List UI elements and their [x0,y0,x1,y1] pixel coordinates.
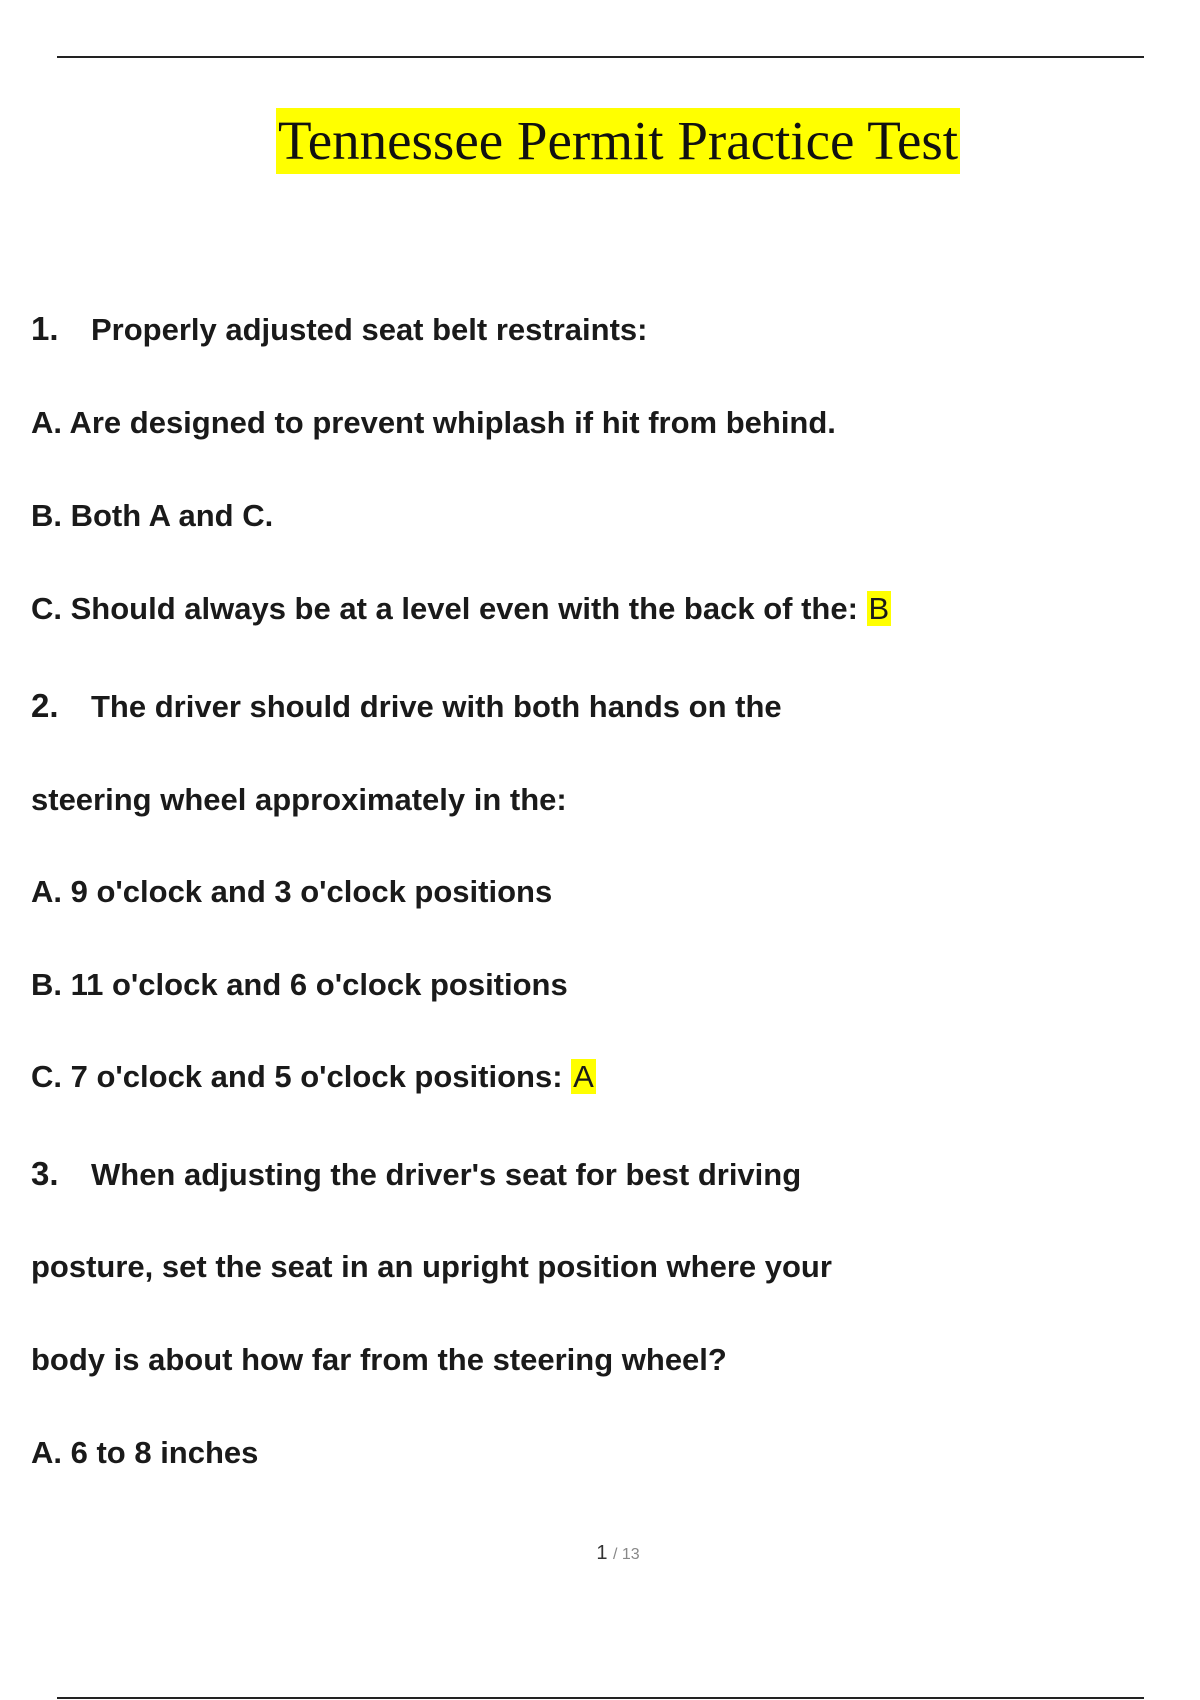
document-title: Tennessee Permit Practice Test [276,108,960,174]
question-text: body is about how far from the steering wheel? [31,1342,727,1377]
question-1-option-c [31,589,891,629]
question-2-option-c [31,1057,596,1097]
bottom-divider [57,1697,1144,1699]
question-1-option-b [31,496,273,536]
option-text: B. 11 o'clock and 6 o'clock positions [31,967,568,1002]
question-3-text-continued-2 [31,1340,727,1380]
question-2-heading [31,686,782,727]
option-text: C. 7 o'clock and 5 o'clock positions: [31,1059,563,1094]
question-text: posture, set the seat in an upright position where your [31,1249,832,1284]
question-3-text-continued [31,1247,832,1287]
question-3-heading [31,1154,801,1195]
question-text: The driver should drive with both hands on the [91,689,782,724]
question-text: When adjusting the driver's seat for best driving [91,1157,802,1192]
question-number: 1. [31,310,59,347]
question-2-text-continued [31,780,567,820]
question-number: 3. [31,1155,59,1192]
question-1-option-a [31,403,836,443]
title-container [0,108,1200,174]
option-text: A. Are designed to prevent whiplash if hit from behind. [31,405,836,440]
option-text: A. 6 to 8 inches [31,1435,259,1470]
question-text: Properly adjusted seat belt restraints: [91,312,648,347]
answer-highlight: B [868,591,890,626]
answer-highlight: A [573,1059,594,1094]
question-3-option-a [31,1433,258,1473]
option-text: B. Both A and C. [31,498,274,533]
question-2-option-a [31,872,552,912]
page-indicator [0,1542,1200,1565]
option-text: A. 9 o'clock and 3 o'clock positions [31,874,553,909]
question-number: 2. [31,687,59,724]
question-text: steering wheel approximately in the: [31,782,567,817]
page-total: / 13 [613,1546,640,1563]
page-current: 1 [596,1542,608,1564]
question-1-heading [31,309,647,350]
top-divider [57,56,1144,58]
question-2-option-b [31,965,568,1005]
option-text: C. Should always be at a level even with the back of the: [31,591,858,626]
